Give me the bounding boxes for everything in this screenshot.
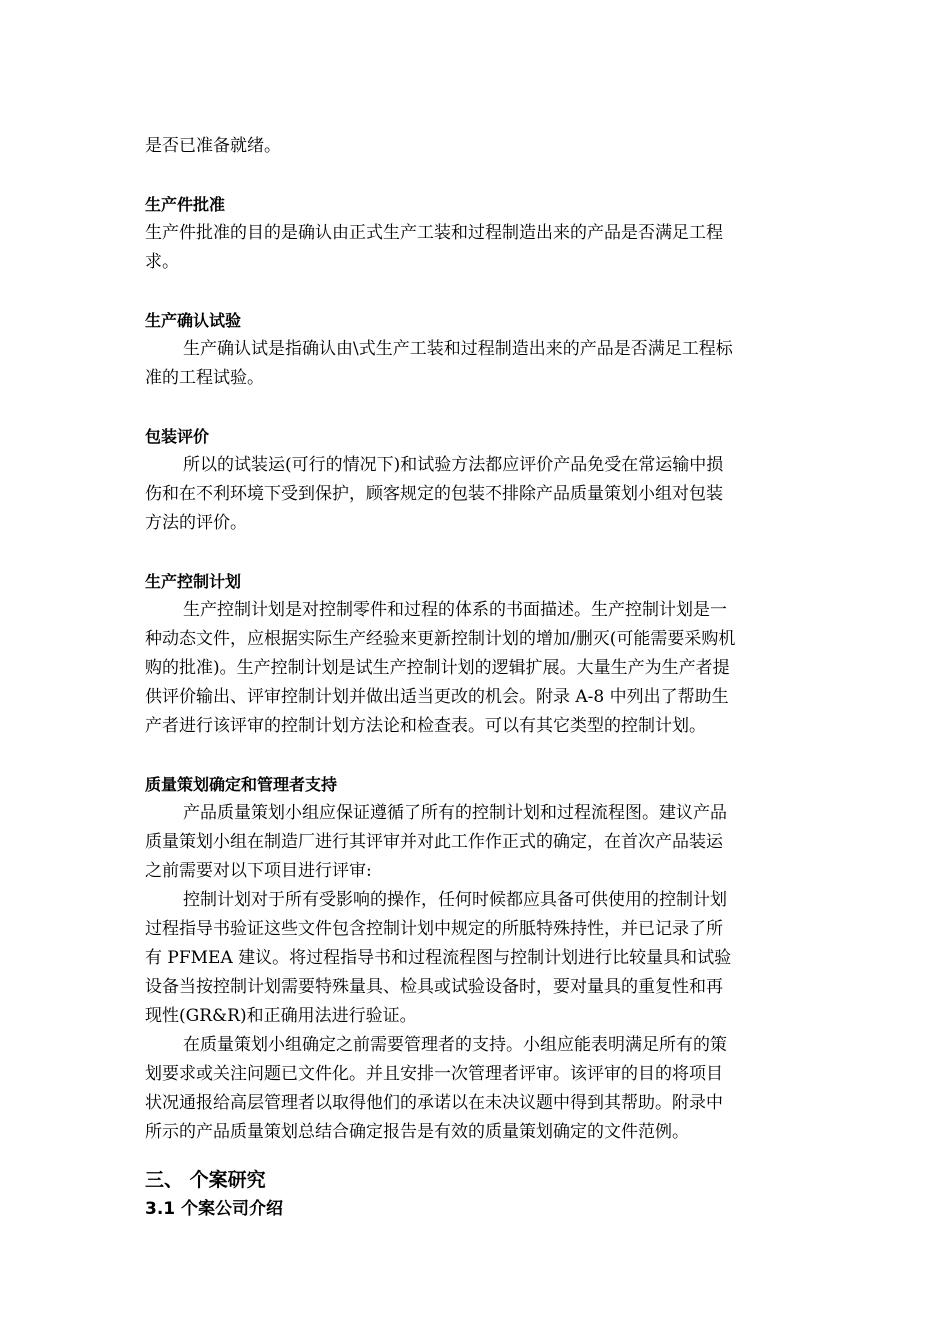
spacer [145, 161, 810, 190]
heading-packaging-evaluation: 包装评价 [145, 427, 210, 446]
subsection-title: 3.1 个案公司介绍 [145, 1199, 284, 1219]
paragraph-line: 所以的试装运(可行的情况下)和试验方法都应评价产品免受在常运输中损 [183, 455, 724, 475]
paragraph-line: 设备当按控制计划需要特殊量具、检具或试验设备时，要对量具的重复性和再 [145, 977, 723, 997]
paragraph-line: 控制计划对于所有受影响的操作，任何时候都应具备可供使用的控制计划 [183, 890, 727, 910]
paragraph-line: 之前需要对以下项目进行评审: [145, 861, 372, 881]
paragraph-line: 现性(GR&R)和正确用法进行验证。 [145, 1006, 417, 1026]
paragraph-line: 种动态文件，应根据实际生产经验来更新控制计划的增加/删灭(可能需要采购机 [145, 629, 736, 649]
heading-production-validation-test: 生产确认试验 [145, 311, 242, 330]
paragraph-line: 产者进行该评审的控制计划方法论和检查表。可以有其它类型的控制计划。 [145, 716, 706, 736]
spacer [145, 277, 810, 306]
spacer [145, 393, 810, 422]
spacer [145, 538, 810, 567]
paragraph-line: 过程指导书验证这些文件包含控制计划中规定的所胝特殊持性，并已记录了所 [145, 919, 723, 939]
paragraph-line: 生产确认试是指确认由\式生产工装和过程制造出来的产品是否满足工程标 [183, 339, 733, 359]
paragraph-line: 状况通报给高层管理者以取得他们的承诺以在未决议题中得到其帮助。附录中 [145, 1093, 723, 1113]
paragraph-line: 供评价输出、评审控制计划并做出适当更改的机会。附录 A-8 中列出了帮助生 [145, 687, 729, 707]
paragraph-line: 质量策划小组在制造厂进行其评审并对此工作作正式的确定，在首次产品装运 [145, 832, 723, 852]
heading-quality-planning-signoff: 质量策划确定和管理者支持 [145, 775, 338, 794]
document-page [145, 132, 810, 1224]
paragraph-line: 生产件批准的目的是确认由正式生产工装和过程制造出来的产品是否满足工程 [145, 223, 723, 243]
paragraph-line: 所示的产品质量策划总结合确定报告是有效的质量策划确定的文件范例。 [145, 1122, 689, 1142]
paragraph-line: 划要求或关注问题已文件化。并且安排一次管理者评审。该评审的目的将项目 [145, 1064, 723, 1084]
paragraph-line: 产品质量策划小组应保证遵循了所有的控制计划和过程流程图。建议产品 [183, 803, 727, 823]
paragraph-line: 求。 [145, 252, 179, 272]
paragraph-line: 伤和在不利环境下受到保护，顾客规定的包装不排除产品质量策划小组对包装 [145, 484, 723, 504]
paragraph-line: 生产控制计划是对控制零件和过程的体系的书面描述。生产控制计划是一 [183, 600, 727, 620]
intro-tail: 是否已准备就绪。 [145, 136, 281, 156]
chapter-title: 三、 个案研究 [145, 1169, 266, 1191]
paragraph-line: 在质量策划小组确定之前需要管理者的支持。小组应能表明满足所有的策 [183, 1035, 727, 1055]
paragraph-line: 有 PFMEA 建议。将过程指导书和过程流程图与控制计划进行比较量具和试验 [145, 948, 732, 968]
spacer [145, 741, 810, 770]
heading-production-control-plan: 生产控制计划 [145, 572, 242, 591]
heading-production-part-approval: 生产件批准 [145, 195, 226, 214]
paragraph-line: 方法的评价。 [145, 513, 247, 533]
paragraph-line: 购的批准)。生产控制计划是试生产控制计划的逻辑扩展。大量生产为生产者提 [145, 658, 730, 678]
paragraph-line: 准的工程试验。 [145, 368, 264, 388]
